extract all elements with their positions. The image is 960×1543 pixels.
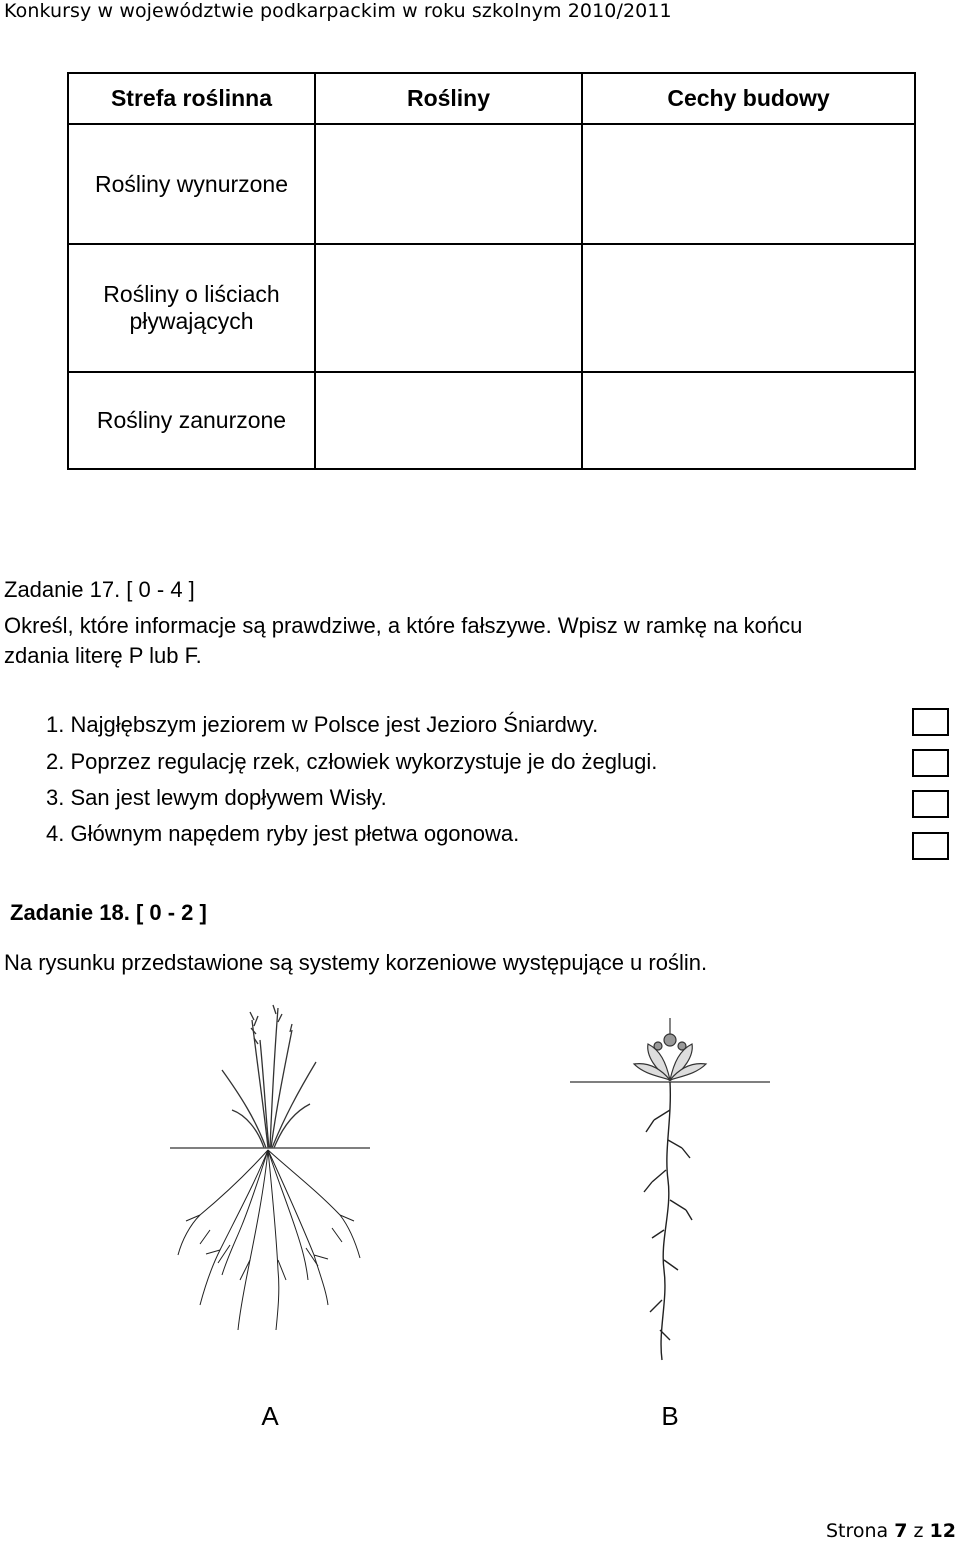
statement-1: 1. Najgłębszym jeziorem w Polsce jest Jezioro Śniardwy. <box>46 712 599 737</box>
answer-box-2[interactable] <box>912 749 949 777</box>
label-a: A <box>261 1401 279 1431</box>
fibrous-root-drawing <box>160 1000 380 1440</box>
table-header-row <box>68 73 915 124</box>
plants-cell[interactable] <box>315 372 582 469</box>
taproot-drawing <box>560 1000 780 1440</box>
plants-cell[interactable] <box>315 124 582 244</box>
plants-cell[interactable] <box>315 244 582 372</box>
label-b: B <box>661 1401 679 1431</box>
statement-3: 3. San jest lewym dopływem Wisły. <box>46 785 387 810</box>
table-row <box>68 124 915 244</box>
plant-zones-table <box>67 72 916 470</box>
rosette-plant <box>634 1018 706 1080</box>
zone-cell: Rośliny o liściach pływających <box>68 244 315 372</box>
tap-root <box>644 1082 692 1360</box>
statement-4: 4. Głównym napędem ryby jest płetwa ogonowa. <box>46 821 520 846</box>
table-row <box>68 244 915 372</box>
task17-instruction-line2: zdania literę P lub F. <box>4 643 202 668</box>
features-cell[interactable] <box>582 124 915 244</box>
fibrous-roots <box>178 1150 360 1330</box>
task17-instruction-line1: Określ, które informacje są prawdziwe, a które fałszywe. Wpisz w ramkę na końcu <box>4 613 803 638</box>
header-plants: Rośliny <box>315 73 582 124</box>
table-row <box>68 372 915 469</box>
page-header: Konkursy w województwie podkarpackim w roku szkolnym 2010/2011 <box>4 0 672 22</box>
zone-cell: Rośliny zanurzone <box>68 372 315 469</box>
task17-title: Zadanie 17. [ 0 - 4 ] <box>4 577 195 602</box>
answer-box-1[interactable] <box>912 708 949 736</box>
grass-blades <box>222 1005 316 1148</box>
page-footer: Strona 7 z 12 <box>825 1520 956 1542</box>
header-features: Cechy budowy <box>582 73 915 124</box>
features-cell[interactable] <box>582 244 915 372</box>
zone-cell: Rośliny wynurzone <box>68 124 315 244</box>
features-cell[interactable] <box>582 372 915 469</box>
statement-2: 2. Poprzez regulację rzek, człowiek wykorzystuje je do żeglugi. <box>46 749 658 774</box>
header-zone: Strefa roślinna <box>68 73 315 124</box>
task18-title: Zadanie 18. [ 0 - 2 ] <box>10 900 207 925</box>
task18-instruction: Na rysunku przedstawione są systemy korzeniowe występujące u roślin. <box>4 950 708 975</box>
answer-box-4[interactable] <box>912 832 949 860</box>
answer-box-3[interactable] <box>912 790 949 818</box>
